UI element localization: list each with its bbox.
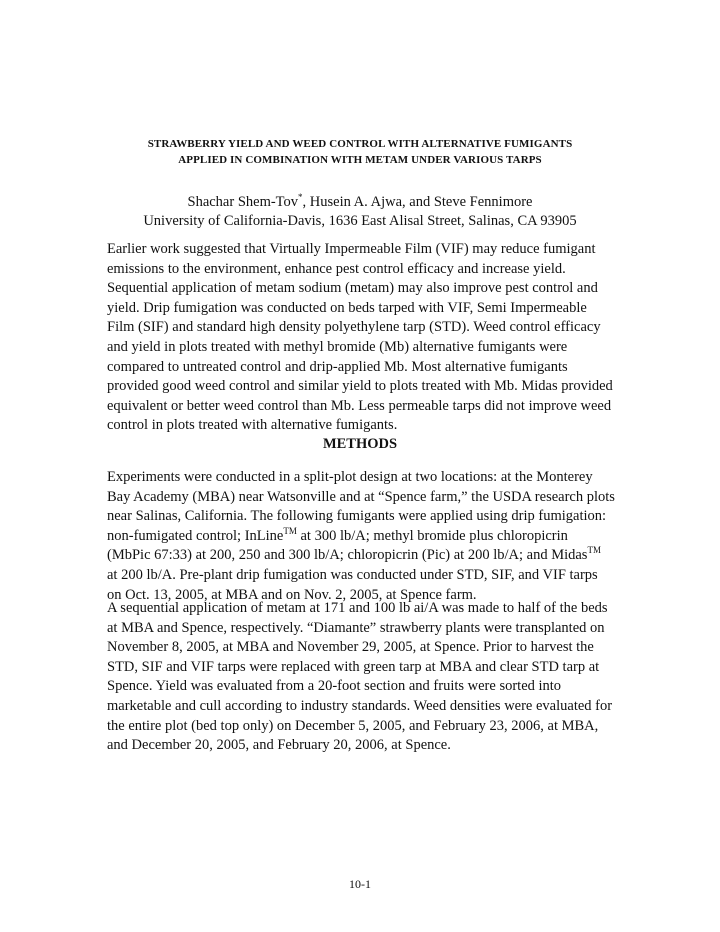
corresponding-author-mark: * [298,192,303,203]
abstract-paragraph: Earlier work suggested that Virtually Impermeable Film (VIF) may reduce fumigant emissions to the environment, enhance pest control efficacy and increase yield. Sequential application of metam sodium (metam) may also improve pest control and yield. Drip fumigation was conducted on beds tarped with VIF, Semi Impermeable Film (SIF) and standard high density polyethylene tarp (STD). Weed control efficacy and yield in plots treated with methyl bromide (Mb) alternative fumigants were compared to untreated control and drip-applied Mb. Most alternative fumigants provided good weed control and similar yield to plots treated with Mb. Midas provided equivalent or better weed control than Mb. Less permeable tarps did not improve weed control in plots treated with alternative fumigants. [107,241,613,434]
methods-p1-text-b: at 300 lb/A; methyl bromide plus chloropicrin (MbPic 67:33) at 200, 250 and 300 lb/A; chloropicrin (Pic) at 200 lb/A; and Midas [107,527,588,564]
title-line-2: APPLIED IN COMBINATION WITH METAM UNDER VARIOUS TARPS [178,154,542,166]
trademark-mark-inline: TM [283,525,297,536]
affiliation: University of California-Davis, 1636 East Alisal Street, Salinas, CA 93905 [143,213,577,229]
paper-title [60,136,660,168]
methods-paragraph-1 [107,468,615,605]
first-author: Shachar Shem-Tov [187,194,299,210]
methods-p1-text-a: Experiments were conducted in a split-plot design at two locations: at the Monterey Bay Academy (MBA) near Watsonville and at “Spence farm,” the USDA research plots near Salinas, California. The following fumigants were applied using drip fumigation: non-fumigated control; InLine [107,469,615,544]
section-heading-methods: METHODS [322,436,398,452]
author-list [60,192,660,212]
methods-paragraph-2: A sequential application of metam at 171 and 100 lb ai/A was made to half of the beds at MBA and Spence, respectively. “Diamante” strawberry plants were transplanted on November 8, 2005, at MBA and November 29, 2005, at Spence. Prior to harvest the STD, SIF and VIF tarps were replaced with green tarp at MBA and clear STD tarp at Spence. Yield was evaluated from a 20-foot section and fruits were sorted into marketable and cull according to industry standards. Weed densities were evaluated for the entire plot (bed top only) on December 5, 2005, and February 23, 2006, at MBA, and December 20, 2005, and February 20, 2006, at Spence. [107,600,613,754]
title-line-1: STRAWBERRY YIELD AND WEED CONTROL WITH ALTERNATIVE FUMIGANTS [147,138,573,150]
page-number: 10-1 [349,877,371,891]
methods-p1-text-c: at 200 lb/A. Pre-plant drip fumigation was conducted under STD, SIF, and VIF tarps on Oct. 13, 2005, at MBA and on Nov. 2, 2005, at Spence farm. [107,566,598,603]
other-authors: , Husein A. Ajwa, and Steve Fennimore [302,194,533,210]
trademark-mark-midas: TM [587,545,601,556]
